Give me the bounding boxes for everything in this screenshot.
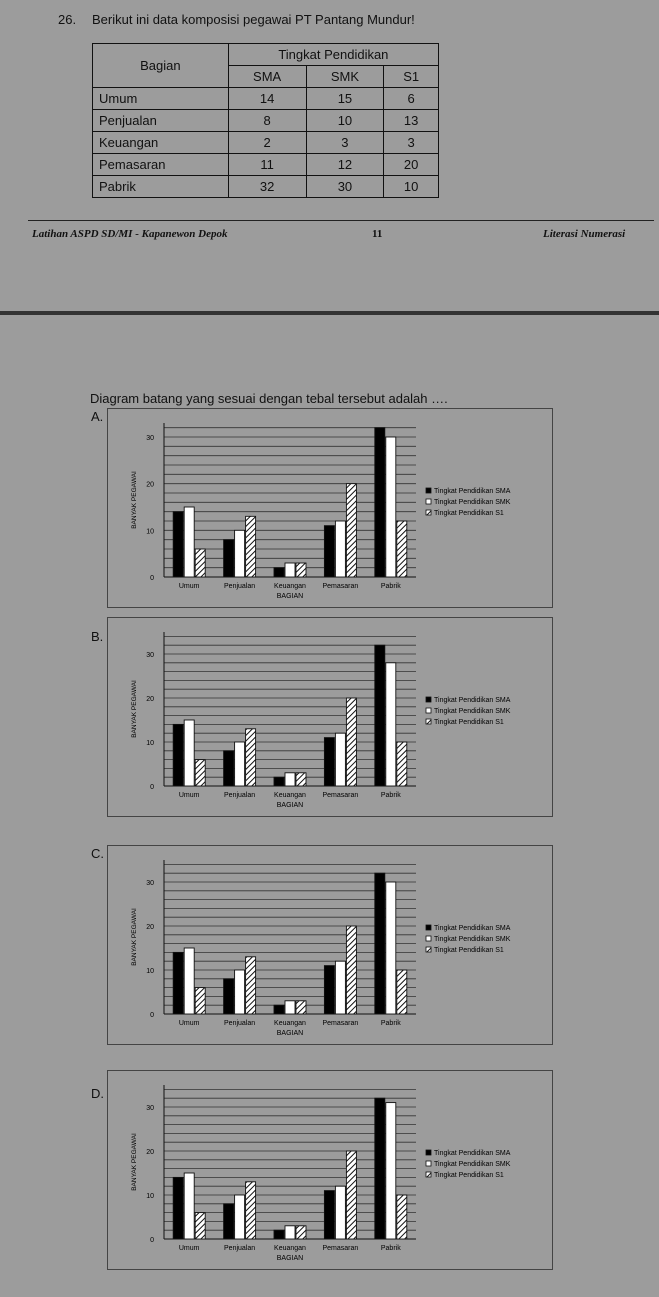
x-tick-label: Pabrik (380, 792, 401, 799)
footer-page-number: 11 (372, 228, 383, 240)
bar (274, 1005, 284, 1014)
legend-swatch (426, 947, 431, 952)
question-header (58, 12, 415, 27)
y-tick-label: 20 (146, 696, 154, 703)
bar (324, 526, 334, 577)
cell-s1: 6 (384, 88, 439, 110)
bar (274, 568, 284, 577)
bar (386, 1103, 396, 1239)
legend-swatch (426, 936, 431, 941)
bar (324, 966, 334, 1014)
y-tick-label: 10 (146, 1193, 154, 1200)
table-row (93, 154, 439, 176)
bar (235, 1195, 245, 1239)
bar (173, 512, 183, 577)
bar (397, 970, 407, 1014)
table-row (93, 176, 439, 198)
legend-entry: Tingkat Pendidikan SMK (434, 708, 511, 715)
question-text: Berikut ini data komposisi pegawai PT Pantang Mundur! (92, 12, 415, 27)
legend-swatch (426, 499, 431, 504)
y-tick-label: 0 (150, 1237, 154, 1244)
footer-subject: Literasi Numerasi (543, 228, 626, 240)
x-tick-label: Pemasaran (322, 1245, 359, 1252)
bar (235, 742, 245, 786)
x-tick-label: Pabrik (380, 583, 401, 590)
table-row (93, 110, 439, 132)
bar (397, 742, 407, 786)
bar (397, 1195, 407, 1239)
bar (285, 1001, 295, 1014)
legend-swatch (426, 708, 431, 713)
y-axis-label: BANYAK PEGAWAI (131, 1133, 138, 1191)
bar (235, 970, 245, 1014)
legend-swatch (426, 697, 431, 702)
x-tick-label: Keuangan (274, 1245, 306, 1252)
question-prompt: Diagram batang yang sesuai dengan tebal tersebut adalah …. (90, 391, 448, 406)
y-tick-label: 0 (150, 575, 154, 582)
cell-sma: 8 (228, 110, 306, 132)
x-tick-label: Penjualan (224, 1020, 256, 1027)
x-tick-label: Pabrik (380, 1245, 401, 1252)
bar (235, 530, 245, 577)
y-axis-label: BANYAK PEGAWAI (131, 680, 138, 738)
bar (224, 979, 234, 1014)
bar (224, 751, 234, 786)
bar (324, 738, 334, 786)
legend-swatch (426, 1150, 431, 1155)
bar (184, 720, 194, 786)
bar (386, 663, 396, 786)
y-axis-label: BANYAK PEGAWAI (131, 908, 138, 966)
y-tick-label: 20 (146, 1149, 154, 1156)
option-b-label[interactable]: B. (91, 629, 104, 644)
chart-a-svg (108, 409, 552, 607)
x-tick-label: Pabrik (380, 1020, 401, 1027)
bar (375, 645, 385, 786)
bar (386, 882, 396, 1014)
x-tick-label: Penjualan (224, 792, 256, 799)
legend-entry: Tingkat Pendidikan SMA (434, 697, 511, 704)
bar (173, 952, 183, 1014)
bar (246, 729, 256, 786)
bar (274, 777, 284, 786)
bar (296, 773, 306, 786)
cell-bagian: Pabrik (93, 176, 229, 198)
header-smk: SMK (306, 66, 384, 88)
header-tingkat-pendidikan: Tingkat Pendidikan (228, 44, 438, 66)
cell-sma: 11 (228, 154, 306, 176)
y-tick-label: 10 (146, 528, 154, 536)
legend-swatch (426, 510, 431, 515)
bar (375, 1098, 385, 1239)
legend-entry: Tingkat Pendidikan S1 (434, 719, 504, 726)
cell-s1: 13 (384, 110, 439, 132)
y-tick-label: 10 (146, 968, 154, 975)
cell-s1: 20 (384, 154, 439, 176)
bar (296, 563, 306, 577)
y-tick-label: 30 (146, 435, 154, 442)
cell-s1: 10 (384, 176, 439, 198)
bar (296, 1001, 306, 1014)
x-tick-label: Penjualan (224, 1245, 256, 1252)
legend-swatch (426, 1172, 431, 1177)
cell-smk: 15 (306, 88, 384, 110)
bar (195, 549, 205, 577)
bar (274, 1230, 284, 1239)
x-tick-label: Umum (178, 1020, 200, 1027)
question-number: 26. (58, 12, 77, 27)
x-tick-label: Pemasaran (322, 583, 359, 590)
y-axis-label: BANYAK PEGAWAI (131, 471, 138, 529)
bar (375, 428, 385, 577)
x-tick-label: Keuangan (274, 583, 306, 590)
x-tick-label: Umum (178, 792, 200, 799)
bar (335, 961, 345, 1014)
bar (346, 926, 356, 1014)
option-b-chart[interactable] (107, 617, 553, 817)
page-divider (0, 311, 659, 315)
bar (346, 1151, 356, 1239)
option-d-chart[interactable] (107, 1070, 553, 1270)
bar (246, 516, 256, 577)
x-tick-label: Pemasaran (322, 1020, 359, 1027)
bar (246, 957, 256, 1014)
bar (397, 521, 407, 577)
x-tick-label: Pemasaran (322, 792, 359, 799)
employee-table (92, 43, 439, 198)
y-tick-label: 0 (150, 1012, 154, 1019)
legend-swatch (426, 488, 431, 493)
option-d-label[interactable]: D. (91, 1086, 104, 1101)
x-axis-label: BAGIAN (276, 1030, 304, 1037)
bar (346, 698, 356, 786)
x-tick-label: Umum (178, 1245, 200, 1252)
legend-entry: Tingkat Pendidikan SMK (434, 936, 511, 943)
legend-entry: Tingkat Pendidikan SMA (434, 1150, 511, 1157)
y-tick-label: 30 (146, 652, 154, 659)
cell-bagian: Pemasaran (93, 154, 229, 176)
option-c-label[interactable]: C. (91, 846, 104, 861)
x-axis-label: BAGIAN (276, 1255, 304, 1262)
bar (335, 521, 345, 577)
legend-entry: Tingkat Pendidikan SMK (434, 499, 511, 506)
header-sma: SMA (228, 66, 306, 88)
x-tick-label: Penjualan (224, 583, 256, 590)
x-tick-label: Keuangan (274, 1020, 306, 1027)
cell-smk: 30 (306, 176, 384, 198)
bar (375, 873, 385, 1014)
y-tick-label: 10 (146, 740, 154, 747)
legend-swatch (426, 1161, 431, 1166)
legend-entry: Tingkat Pendidikan SMK (434, 1161, 511, 1168)
cell-bagian: Umum (93, 88, 229, 110)
y-tick-label: 0 (150, 784, 154, 791)
cell-smk: 10 (306, 110, 384, 132)
bar (224, 1204, 234, 1239)
bar (195, 988, 205, 1014)
x-axis-label: BAGIAN (276, 593, 304, 600)
x-tick-label: Umum (178, 583, 200, 590)
chart-c-svg (108, 846, 552, 1044)
bar (285, 773, 295, 786)
bar (173, 724, 183, 786)
x-tick-label: Keuangan (274, 792, 306, 799)
cell-smk: 3 (306, 132, 384, 154)
bar (195, 1213, 205, 1239)
bar (184, 1173, 194, 1239)
option-c-chart[interactable] (107, 845, 553, 1045)
footer-title: Latihan ASPD SD/MI - Kapanewon Depok (32, 228, 228, 240)
bar (184, 507, 194, 577)
header-s1: S1 (384, 66, 439, 88)
table-row (93, 88, 439, 110)
bar (285, 1226, 295, 1239)
bar (296, 1226, 306, 1239)
footer-rule (28, 220, 654, 221)
table-row (93, 132, 439, 154)
cell-sma: 2 (228, 132, 306, 154)
cell-bagian: Keuangan (93, 132, 229, 154)
bar (173, 1177, 183, 1239)
bar (346, 484, 356, 577)
bar (246, 1182, 256, 1239)
legend-entry: Tingkat Pendidikan S1 (434, 947, 504, 954)
chart-d-svg (108, 1071, 552, 1269)
bar (335, 733, 345, 786)
bar (195, 760, 205, 786)
legend-swatch (426, 719, 431, 724)
y-tick-label: 30 (146, 1105, 154, 1112)
legend-entry: Tingkat Pendidikan S1 (434, 510, 504, 517)
bar (324, 1191, 334, 1239)
bar (335, 1186, 345, 1239)
legend-entry: Tingkat Pendidikan S1 (434, 1172, 504, 1179)
cell-s1: 3 (384, 132, 439, 154)
y-tick-label: 20 (146, 924, 154, 931)
bar (386, 437, 396, 577)
y-tick-label: 20 (146, 481, 154, 489)
y-tick-label: 30 (146, 880, 154, 887)
legend-entry: Tingkat Pendidikan SMA (434, 488, 511, 495)
header-bagian: Bagian (93, 44, 229, 88)
cell-smk: 12 (306, 154, 384, 176)
x-axis-label: BAGIAN (276, 802, 304, 809)
legend-entry: Tingkat Pendidikan SMA (434, 925, 511, 932)
bar (184, 948, 194, 1014)
bar (285, 563, 295, 577)
option-a-label[interactable]: A. (91, 409, 104, 424)
chart-b-svg (108, 618, 552, 816)
legend-swatch (426, 925, 431, 930)
bar (224, 540, 234, 577)
cell-sma: 14 (228, 88, 306, 110)
option-a-chart[interactable] (107, 408, 553, 608)
cell-sma: 32 (228, 176, 306, 198)
cell-bagian: Penjualan (93, 110, 229, 132)
